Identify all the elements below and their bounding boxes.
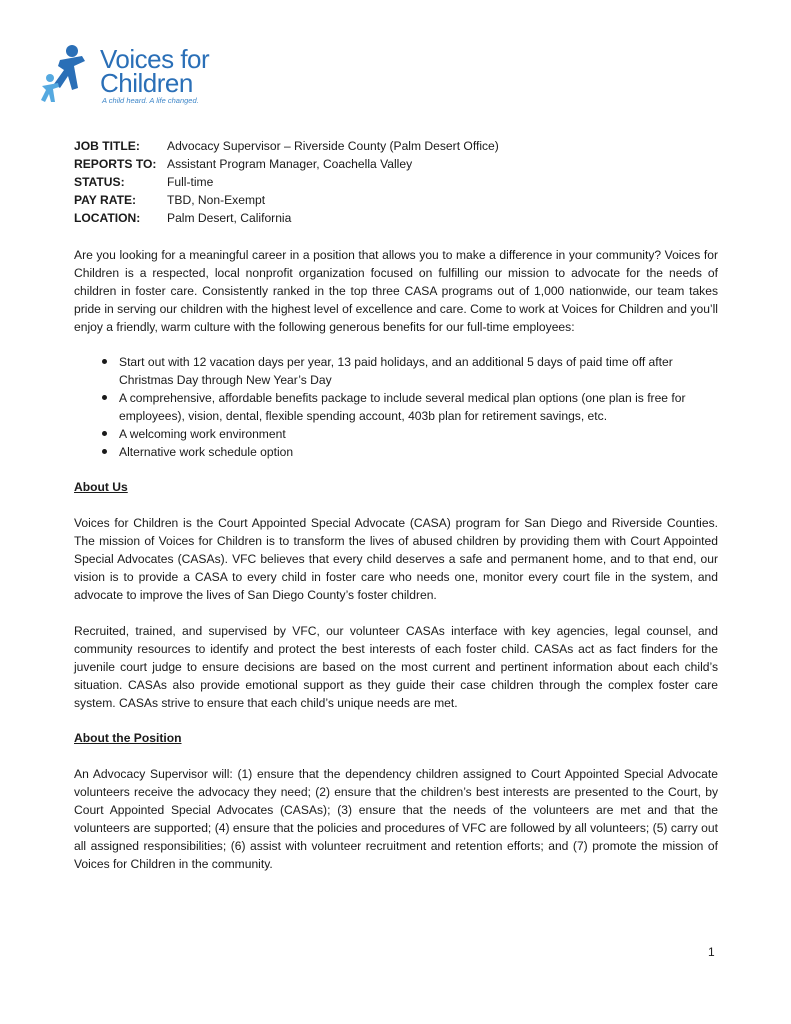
job-info-label: PAY RATE: [74, 193, 137, 207]
logo-line-1: Voices for [100, 44, 210, 74]
job-info-label: REPORTS TO: [74, 157, 157, 171]
logo-tagline: A child heard. A life changed. [102, 96, 199, 105]
about-position-paragraph: An Advocacy Supervisor will: (1) ensure that the dependency children assigned to Court Appointed Special Advocate volunteers receive the advocacy they need; (2) ensure that the children’s best interests are presented to the Court, by Court Appointed Special Advocates (CASAs); (3) ensure that the needs of the volunteers are met and that the volunteers are supported; (4) ensure that the policies and procedures of VFC are followed by all volunteers; (5) carry out all assigned responsibilities; (6) assist with volunteer recruitment and retention efforts; and (7) promote the mission of Voices for Children in the community. [74, 767, 718, 871]
list-item: A welcoming work environment [119, 425, 718, 443]
job-info-row [74, 191, 499, 209]
job-info-value: Full-time [167, 175, 214, 189]
job-info-value: TBD, Non-Exempt [167, 193, 266, 207]
logo-line-2: Children [100, 68, 193, 98]
voices-for-children-logo [38, 42, 228, 106]
document-body [74, 137, 718, 873]
job-info-table [74, 137, 499, 227]
about-us-heading: About Us [74, 480, 128, 494]
list-item: Alternative work schedule option [119, 443, 718, 461]
job-info-value: Assistant Program Manager, Coachella Valley [167, 157, 413, 171]
job-info-value: Advocacy Supervisor – Riverside County (Palm Desert Office) [167, 139, 499, 153]
job-info-value: Palm Desert, California [167, 211, 292, 225]
job-info-label: STATUS: [74, 175, 125, 189]
about-us-paragraph: Recruited, trained, and supervised by VFC, our volunteer CASAs interface with key agencies, legal counsel, and community resources to identify and protect the best interests of each foster child. CASAs act as fact finders for the juvenile court judge to ensure decisions are based on the most current and pertinent information about each child’s situation. CASAs also provide emotional support as they guide their case children through the complex foster care system. CASAs strive to ensure that each child’s unique needs are met. [74, 624, 718, 710]
figures-logo-icon [38, 42, 102, 106]
about-position-heading: About the Position [74, 731, 182, 745]
job-info-row [74, 173, 499, 191]
job-info-row [74, 209, 499, 227]
benefits-list [74, 353, 718, 461]
job-info-label: JOB TITLE: [74, 139, 140, 153]
list-item: Start out with 12 vacation days per year, 13 paid holidays, and an additional 5 days of paid time off after Christmas Day through New Year’s Day [119, 353, 718, 389]
list-item: A comprehensive, affordable benefits package to include several medical plan options (one plan is free for employees), vision, dental, flexible spending account, 403b plan for retirement savings, etc. [119, 389, 718, 425]
job-info-label: LOCATION: [74, 211, 141, 225]
job-info-row [74, 137, 499, 155]
intro-paragraph: Are you looking for a meaningful career in a position that allows you to make a difference in your community? Voices for Children is a respected, local nonprofit organization focused on fulfilling our mission to advocate for the needs of children in foster care. Consistently ranked in the top three CASA programs out of 1,000 nationwide, our team takes pride in serving our children with the highest level of excellence and care. Come to work at Voices for Children and you’ll enjoy a friendly, warm culture with the following generous benefits for our full-time employees: [74, 248, 718, 334]
page-number: 1 [708, 945, 715, 959]
job-info-row [74, 155, 499, 173]
about-us-paragraph: Voices for Children is the Court Appointed Special Advocate (CASA) program for San Diego and Riverside Counties. The mission of Voices for Children is to transform the lives of abused children by providing them with Court Appointed Special Advocates (CASAs). VFC believes that every child deserves a safe and permanent home, and to that end, our vision is to provide a CASA to every child in foster care who needs one, monitor every court file in the system, and advocate to improve the lives of San Diego County’s foster children. [74, 516, 718, 602]
